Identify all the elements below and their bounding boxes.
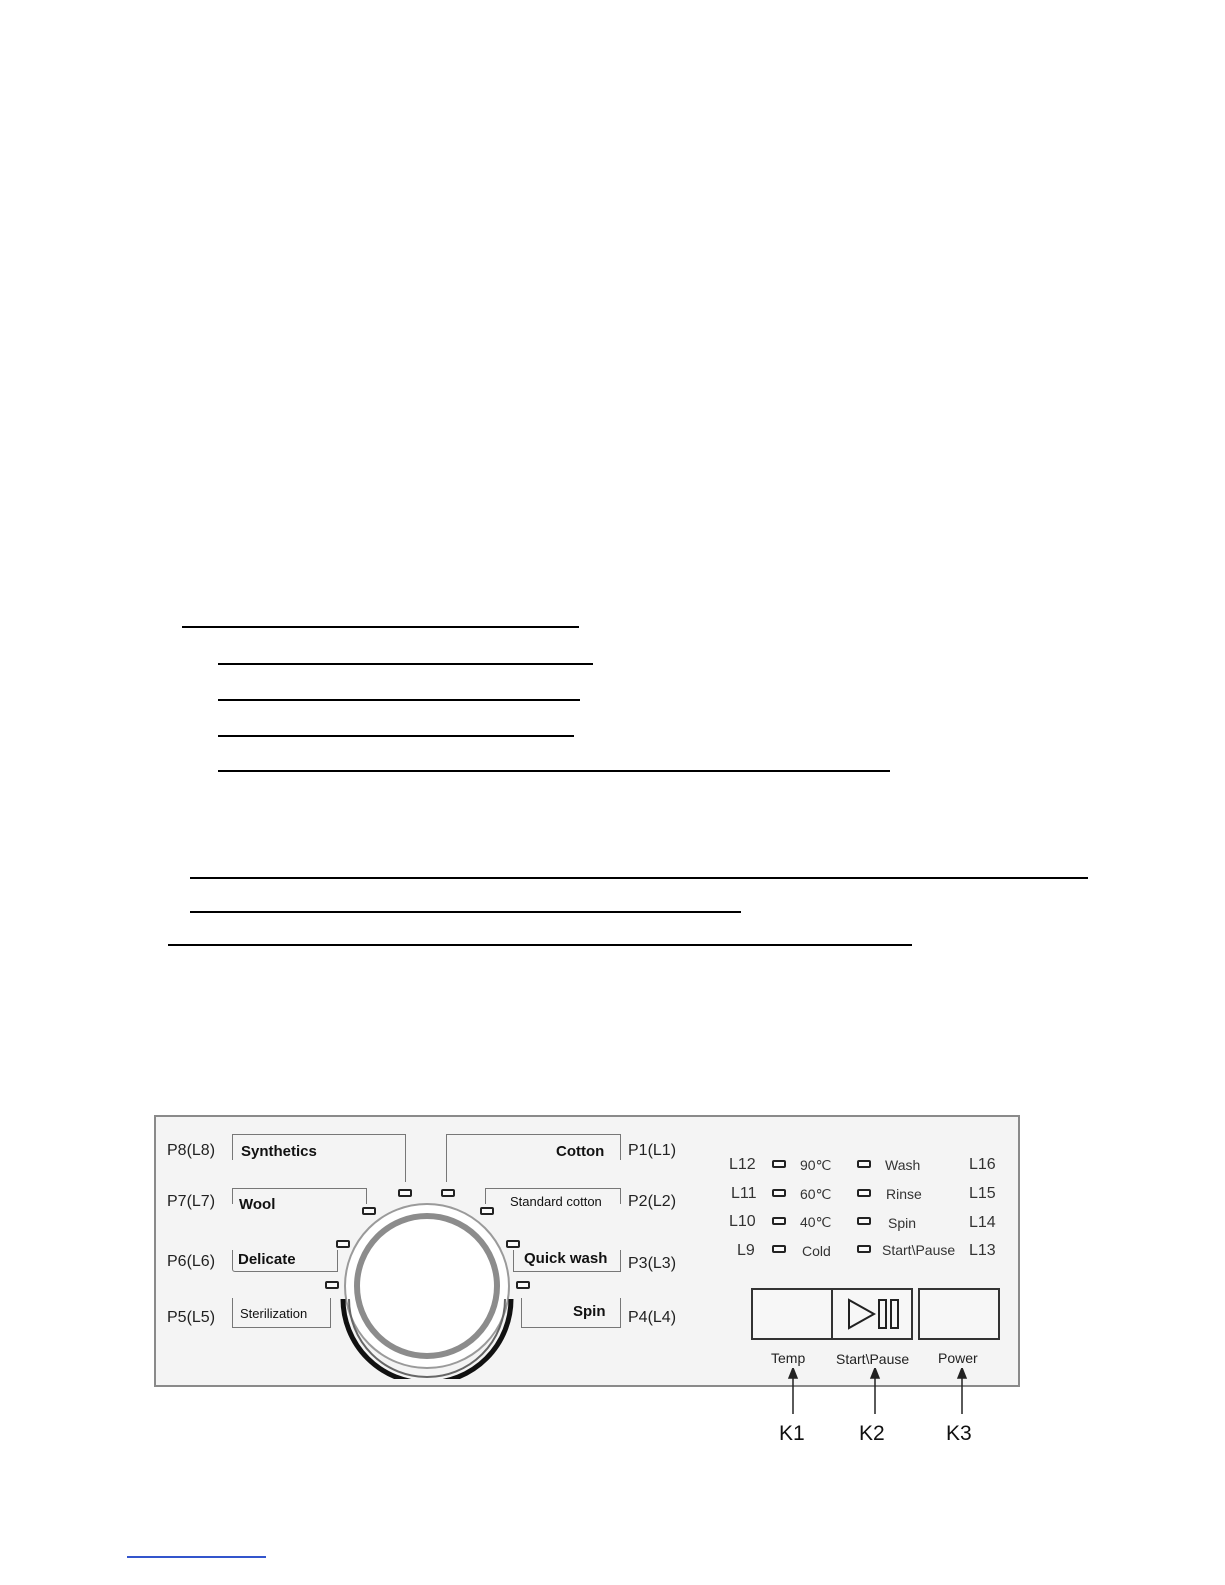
key-label-power: Power [938,1350,978,1366]
temp-code-l9: L9 [737,1242,755,1259]
program-code-p6: P6(L6) [167,1253,216,1270]
program-dial[interactable] [335,1195,519,1379]
program-name-p8: Synthetics [241,1143,317,1160]
led-l15 [857,1189,871,1197]
status-code-l15: L15 [969,1185,996,1202]
led-l12 [772,1160,786,1168]
temp-code-l11: L11 [731,1185,757,1202]
led-p5 [325,1281,339,1289]
program-name-p5: Sterilization [240,1306,308,1321]
program-code-p2: P2(L2) [628,1193,677,1210]
blank-line-3 [218,699,580,701]
program-name-p6: Delicate [238,1251,296,1268]
led-p6 [336,1240,350,1248]
temp-label-90: 90℃ [800,1157,832,1173]
start-pause-button[interactable] [831,1288,913,1340]
status-code-l13: L13 [969,1242,996,1259]
program-name-p2: Standard cotton [510,1194,602,1209]
temp-button[interactable] [751,1288,833,1340]
led-p8 [398,1189,412,1197]
status-code-l14: L14 [969,1214,996,1231]
program-name-p3: Quick wash [524,1250,608,1267]
status-code-l16: L16 [969,1156,996,1173]
status-label-spin: Spin [888,1215,917,1231]
temp-label-40: 40℃ [800,1214,832,1230]
program-code-p3: P3(L3) [628,1255,677,1272]
temp-code-l10: L10 [729,1213,756,1230]
bracket-p8-left [232,1134,233,1160]
key-name-k3: K3 [946,1422,972,1445]
blank-line-2 [218,663,593,665]
program-name-p1: Cotton [556,1143,605,1160]
temp-label-60: 60℃ [800,1186,832,1202]
key-label-temp: Temp [771,1350,806,1366]
program-code-p5: P5(L5) [167,1309,216,1326]
status-label-rinse: Rinse [886,1186,922,1202]
led-p1 [441,1189,455,1197]
program-code-p8: P8(L8) [167,1142,216,1159]
led-l11 [772,1189,786,1197]
led-p4 [516,1281,530,1289]
program-code-p1: P1(L1) [628,1142,677,1159]
status-label-start-pause: Start\Pause [882,1242,956,1258]
program-name-p4: Spin [573,1303,606,1320]
led-l13 [857,1245,871,1253]
led-l14 [857,1217,871,1225]
blank-line-6 [190,877,1088,879]
blank-line-8 [168,944,912,946]
key-arrows [780,1368,980,1420]
program-name-p7: Wool [239,1196,276,1213]
bracket-p4 [521,1298,621,1328]
blank-line-1 [182,626,579,628]
blank-line-7 [190,911,741,913]
status-label-wash: Wash [885,1157,921,1173]
led-p7 [362,1207,376,1215]
led-p2 [480,1207,494,1215]
led-p3 [506,1240,520,1248]
blank-line-4 [218,735,574,737]
key-name-k1: K1 [779,1422,805,1445]
blank-line-5 [218,770,890,772]
led-l9 [772,1245,786,1253]
temp-label-cold: Cold [802,1243,831,1259]
led-l10 [772,1217,786,1225]
program-code-p7: P7(L7) [167,1193,216,1210]
temp-code-l12: L12 [729,1156,756,1173]
key-name-k2: K2 [859,1422,885,1445]
key-label-start-pause: Start\Pause [836,1351,910,1367]
power-button[interactable] [918,1288,1000,1340]
led-l16 [857,1160,871,1168]
bracket-p1-right [620,1134,621,1160]
play-pause-icon [833,1290,911,1338]
program-code-p4: P4(L4) [628,1309,677,1326]
footer-link-underline[interactable] [127,1556,266,1558]
